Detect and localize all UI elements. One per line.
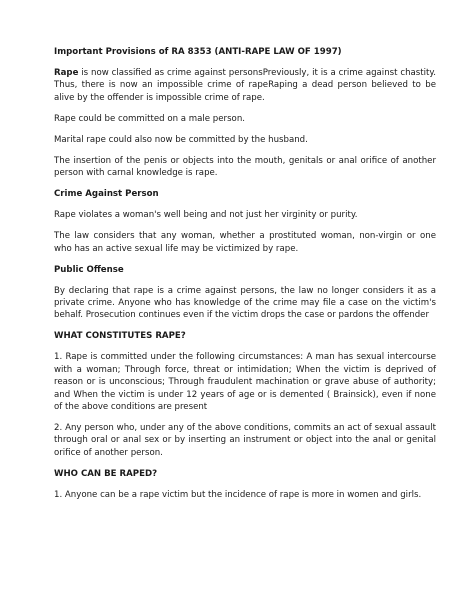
paragraph-any-woman: The law considers that any woman, whether a prostituted woman, non-virgin or one who has an active sexual life may be victimized by rape. [54, 231, 436, 254]
paragraph-male-person: Rape could be committed on a male person. [54, 113, 245, 124]
list-item-sexual-assault: 2. Any person who, under any of the above conditions, commits an act of sexual assault through oral or anal sex or by inserting an instrument or object into the anal or genital orifice of another person. [54, 423, 436, 458]
paragraph-declaring: By declaring that rape is a crime against persons, the law no longer considers it as a private crime. Anyone who has knowledge of the crime may file a case on the victim's behalf. Prosecution continues even if the victim drops the case or pardons the offender [54, 285, 436, 321]
document-title: Important Provisions of RA 8353 (ANTI-RAPE LAW OF 1997) [54, 47, 342, 57]
heading-what-constitutes-rape: WHAT CONSTITUTES RAPE? [54, 331, 186, 342]
heading-crime-against-person: Crime Against Person [54, 189, 159, 200]
intro-lead-word: Rape [54, 68, 79, 78]
paragraph-marital-rape: Marital rape could also now be committed by the husband. [54, 134, 308, 145]
heading-public-offense: Public Offense [54, 264, 124, 275]
intro-paragraph [54, 67, 436, 104]
list-item-circumstances: 1. Rape is committed under the following circumstances: A man has sexual intercourse with a woman; Through force, threat or intimidation; When the victim is deprived of reason or is unconscious; Through fraudulent machination or grave abuse of authority; and When the victim is under 12 years of age or is demented ( Brainsick), even if none of the above conditions are present [54, 352, 436, 413]
list-item-anyone: 1. Anyone can be a rape victim but the incidence of rape is more in women and girls. [54, 489, 422, 500]
paragraph-violates: Rape violates a woman's well being and not just her virginity or purity. [54, 210, 358, 221]
intro-text: is now classified as crime against personsPreviously, it is a crime against chastity. Thus, there is now an impossible crime of rapeRaping a dead person believed to be alive by the offender is impossible crime of rape. [54, 68, 436, 103]
paragraph-insertion: The insertion of the penis or objects into the mouth, genitals or anal orifice of another person with carnal knowledge is rape. [54, 155, 436, 179]
heading-who-can-be-raped: WHO CAN BE RAPED? [54, 468, 158, 479]
